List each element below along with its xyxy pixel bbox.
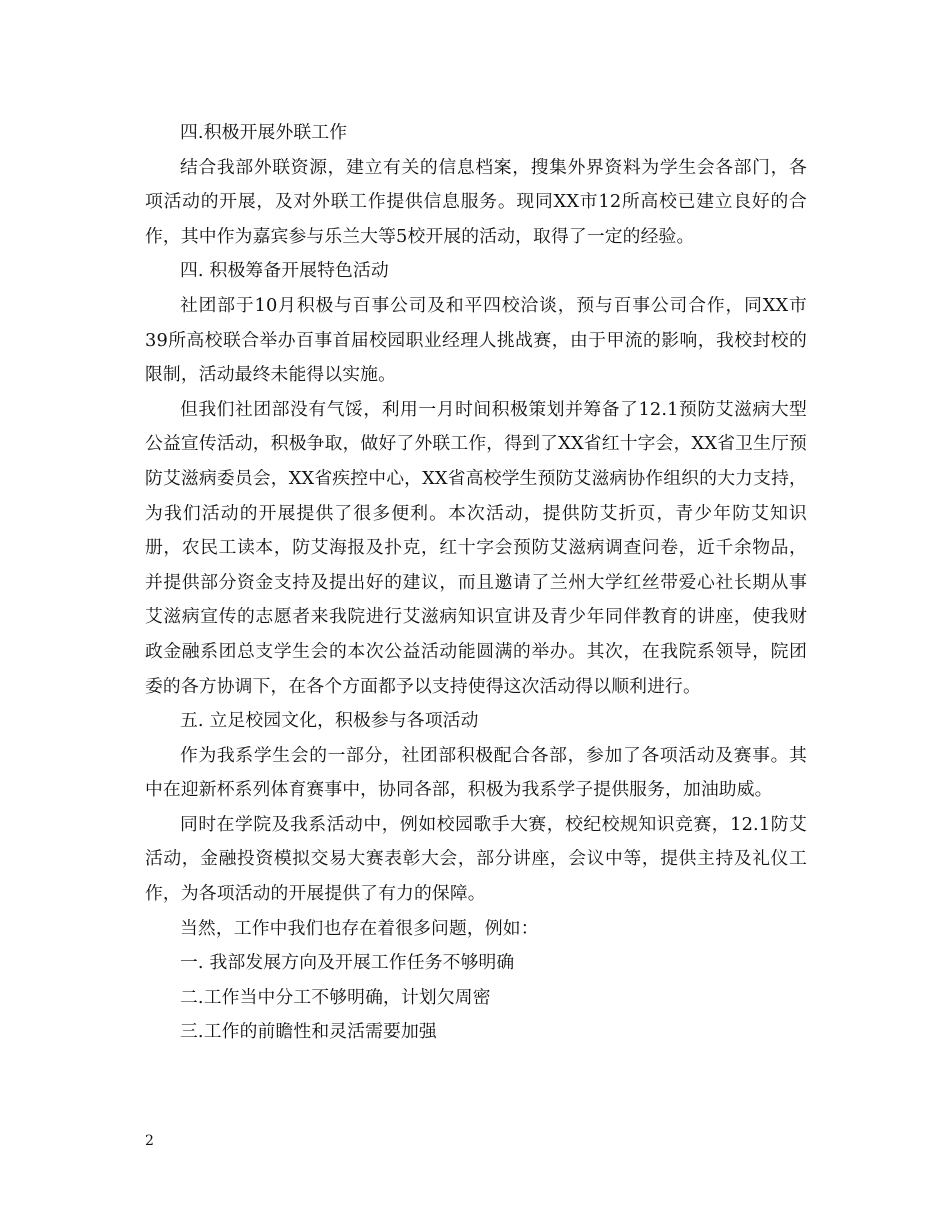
paragraph-sports-events: 作为我系学生会的一部分，社团部积极配合各部，参加了各项活动及赛事。其中在迎新杯系列体育赛事中，协同各部，积极为我系学子提供服务，加油助威。 [145, 744, 807, 801]
paragraph-external-relations: 结合我部外联资源，建立有关的信息档案，搜集外界资料为学生会各部门，各项活动的开展，及对外联工作提供信息服务。现同XX市12所高校已建立良好的合作，其中作为嘉宾参与乐兰大等5校开展的活动，取得了一定的经验。 [145, 156, 807, 247]
problem-item-2: 二.工作当中分工不够明确，计划欠周密 [180, 986, 491, 1008]
paragraph-pepsi-challenge: 社团部于10月积极与百事公司及和平四校洽谈，预与百事公司合作，同XX市39所高校联合举办百事首届校园职业经理人挑战赛，由于甲流的影响，我校封校的限制，活动最终未能得以实施。 [145, 294, 807, 386]
section-heading-special-activities: 四. 积极筹备开展特色活动 [180, 260, 389, 282]
paragraph-problems-intro: 当然，工作中我们也存在着很多问题，例如： [180, 917, 539, 939]
problem-item-1: 一. 我部发展方向及开展工作任务不够明确 [180, 952, 515, 974]
page-number: 2 [145, 1133, 154, 1149]
problem-item-3: 三.工作的前瞻性和灵活需要加强 [180, 1021, 437, 1043]
section-heading-external-relations: 四.积极开展外联工作 [180, 122, 348, 143]
paragraph-college-activities: 同时在学院及我系活动中，例如校园歌手大赛，校纪校规知识竞赛，12.1防艾活动，金融投资模拟交易大赛表彰大会，部分讲座，会议中等，提供主持及礼仪工作，为各项活动的开展提供了有力的保障。 [145, 813, 807, 905]
paragraph-aids-prevention-campaign: 但我们社团部没有气馁，利用一月时间积极策划并筹备了12.1预防艾滋病大型公益宣传活动，积极争取，做好了外联工作，得到了XX省红十字会，XX省卫生厅预防艾滋病委员会，XX省疾控中心，XX省高校学生预防艾滋病协作组织的大力支持，为我们活动的开展提供了很多便利。本次活动，提供防艾折页，青少年防艾知识册，农民工读本，防艾海报及扑克，红十字会预防艾滋病调查问卷，近千余物品，并提供部分资金支持及提出好的建议，而且邀请了兰州大学红丝带爱心社长期从事艾滋病宣传的志愿者来我院进行艾滋病知识宣讲及青少年同伴教育的讲座，使我财政金融系团总支学生会的本次公益活动能圆满的举办。其次，在我院系领导，院团委的各方协调下，在各个方面都予以支持使得这次活动得以顺利进行。 [145, 398, 807, 697]
section-heading-campus-culture: 五. 立足校园文化，积极参与各项活动 [180, 710, 479, 732]
document-body [145, 116, 807, 1050]
